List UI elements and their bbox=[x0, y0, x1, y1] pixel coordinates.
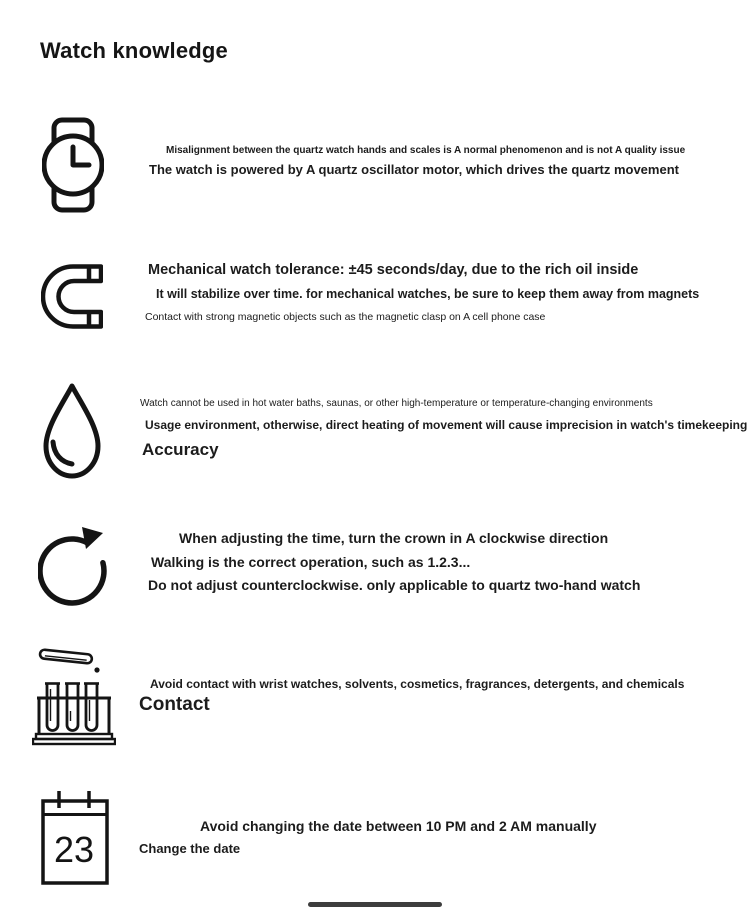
home-indicator-bar bbox=[308, 902, 442, 907]
change-date-line: Change the date bbox=[139, 841, 241, 856]
no-counterclockwise-line: Do not adjust counterclockwise. only applicable to quartz two-hand watch bbox=[148, 577, 641, 593]
page-title: Watch knowledge bbox=[40, 38, 228, 63]
watch-icon bbox=[42, 116, 104, 219]
magnet-stabilize-line: It will stabilize over time. for mechanical watches, be sure to keep them away from magnets bbox=[156, 287, 700, 301]
temperature-note-line: Watch cannot be used in hot water baths, saunas, or other high-temperature or temperature-changing environments bbox=[140, 398, 653, 409]
walking-operation-line: Walking is the correct operation, such as 1.2.3... bbox=[151, 554, 471, 570]
water-drop-icon bbox=[40, 381, 104, 487]
avoid-date-change-line: Avoid changing the date between 10 PM and 2 AM manually bbox=[200, 818, 597, 834]
test-tubes-icon bbox=[32, 642, 116, 753]
usage-environment-line: Usage environment, otherwise, direct heating of movement will cause imprecision in watch's timekeeping bbox=[145, 418, 748, 432]
quartz-note-line: Misalignment between the quartz watch hands and scales is A normal phenomenon and is not A quality issue bbox=[166, 145, 686, 156]
avoid-chemicals-line: Avoid contact with wrist watches, solvents, cosmetics, fragrances, detergents, and chemicals bbox=[150, 677, 685, 691]
calendar-icon bbox=[40, 788, 112, 891]
quartz-main-line: The watch is powered by A quartz oscillator motor, which drives the quartz movement bbox=[149, 162, 679, 177]
magnet-contact-line: Contact with strong magnetic objects such as the magnetic clasp on A cell phone case bbox=[145, 311, 546, 323]
accuracy-heading: Accuracy bbox=[142, 440, 219, 459]
calendar-day: 23 bbox=[53, 829, 95, 870]
magnet-icon bbox=[41, 263, 103, 335]
contact-heading: Contact bbox=[139, 694, 210, 715]
magnet-tolerance-line: Mechanical watch tolerance: ±45 seconds/day, due to the rich oil inside bbox=[148, 262, 639, 278]
clockwise-arrow-icon bbox=[38, 517, 110, 618]
crown-clockwise-line: When adjusting the time, turn the crown in A clockwise direction bbox=[179, 530, 609, 546]
